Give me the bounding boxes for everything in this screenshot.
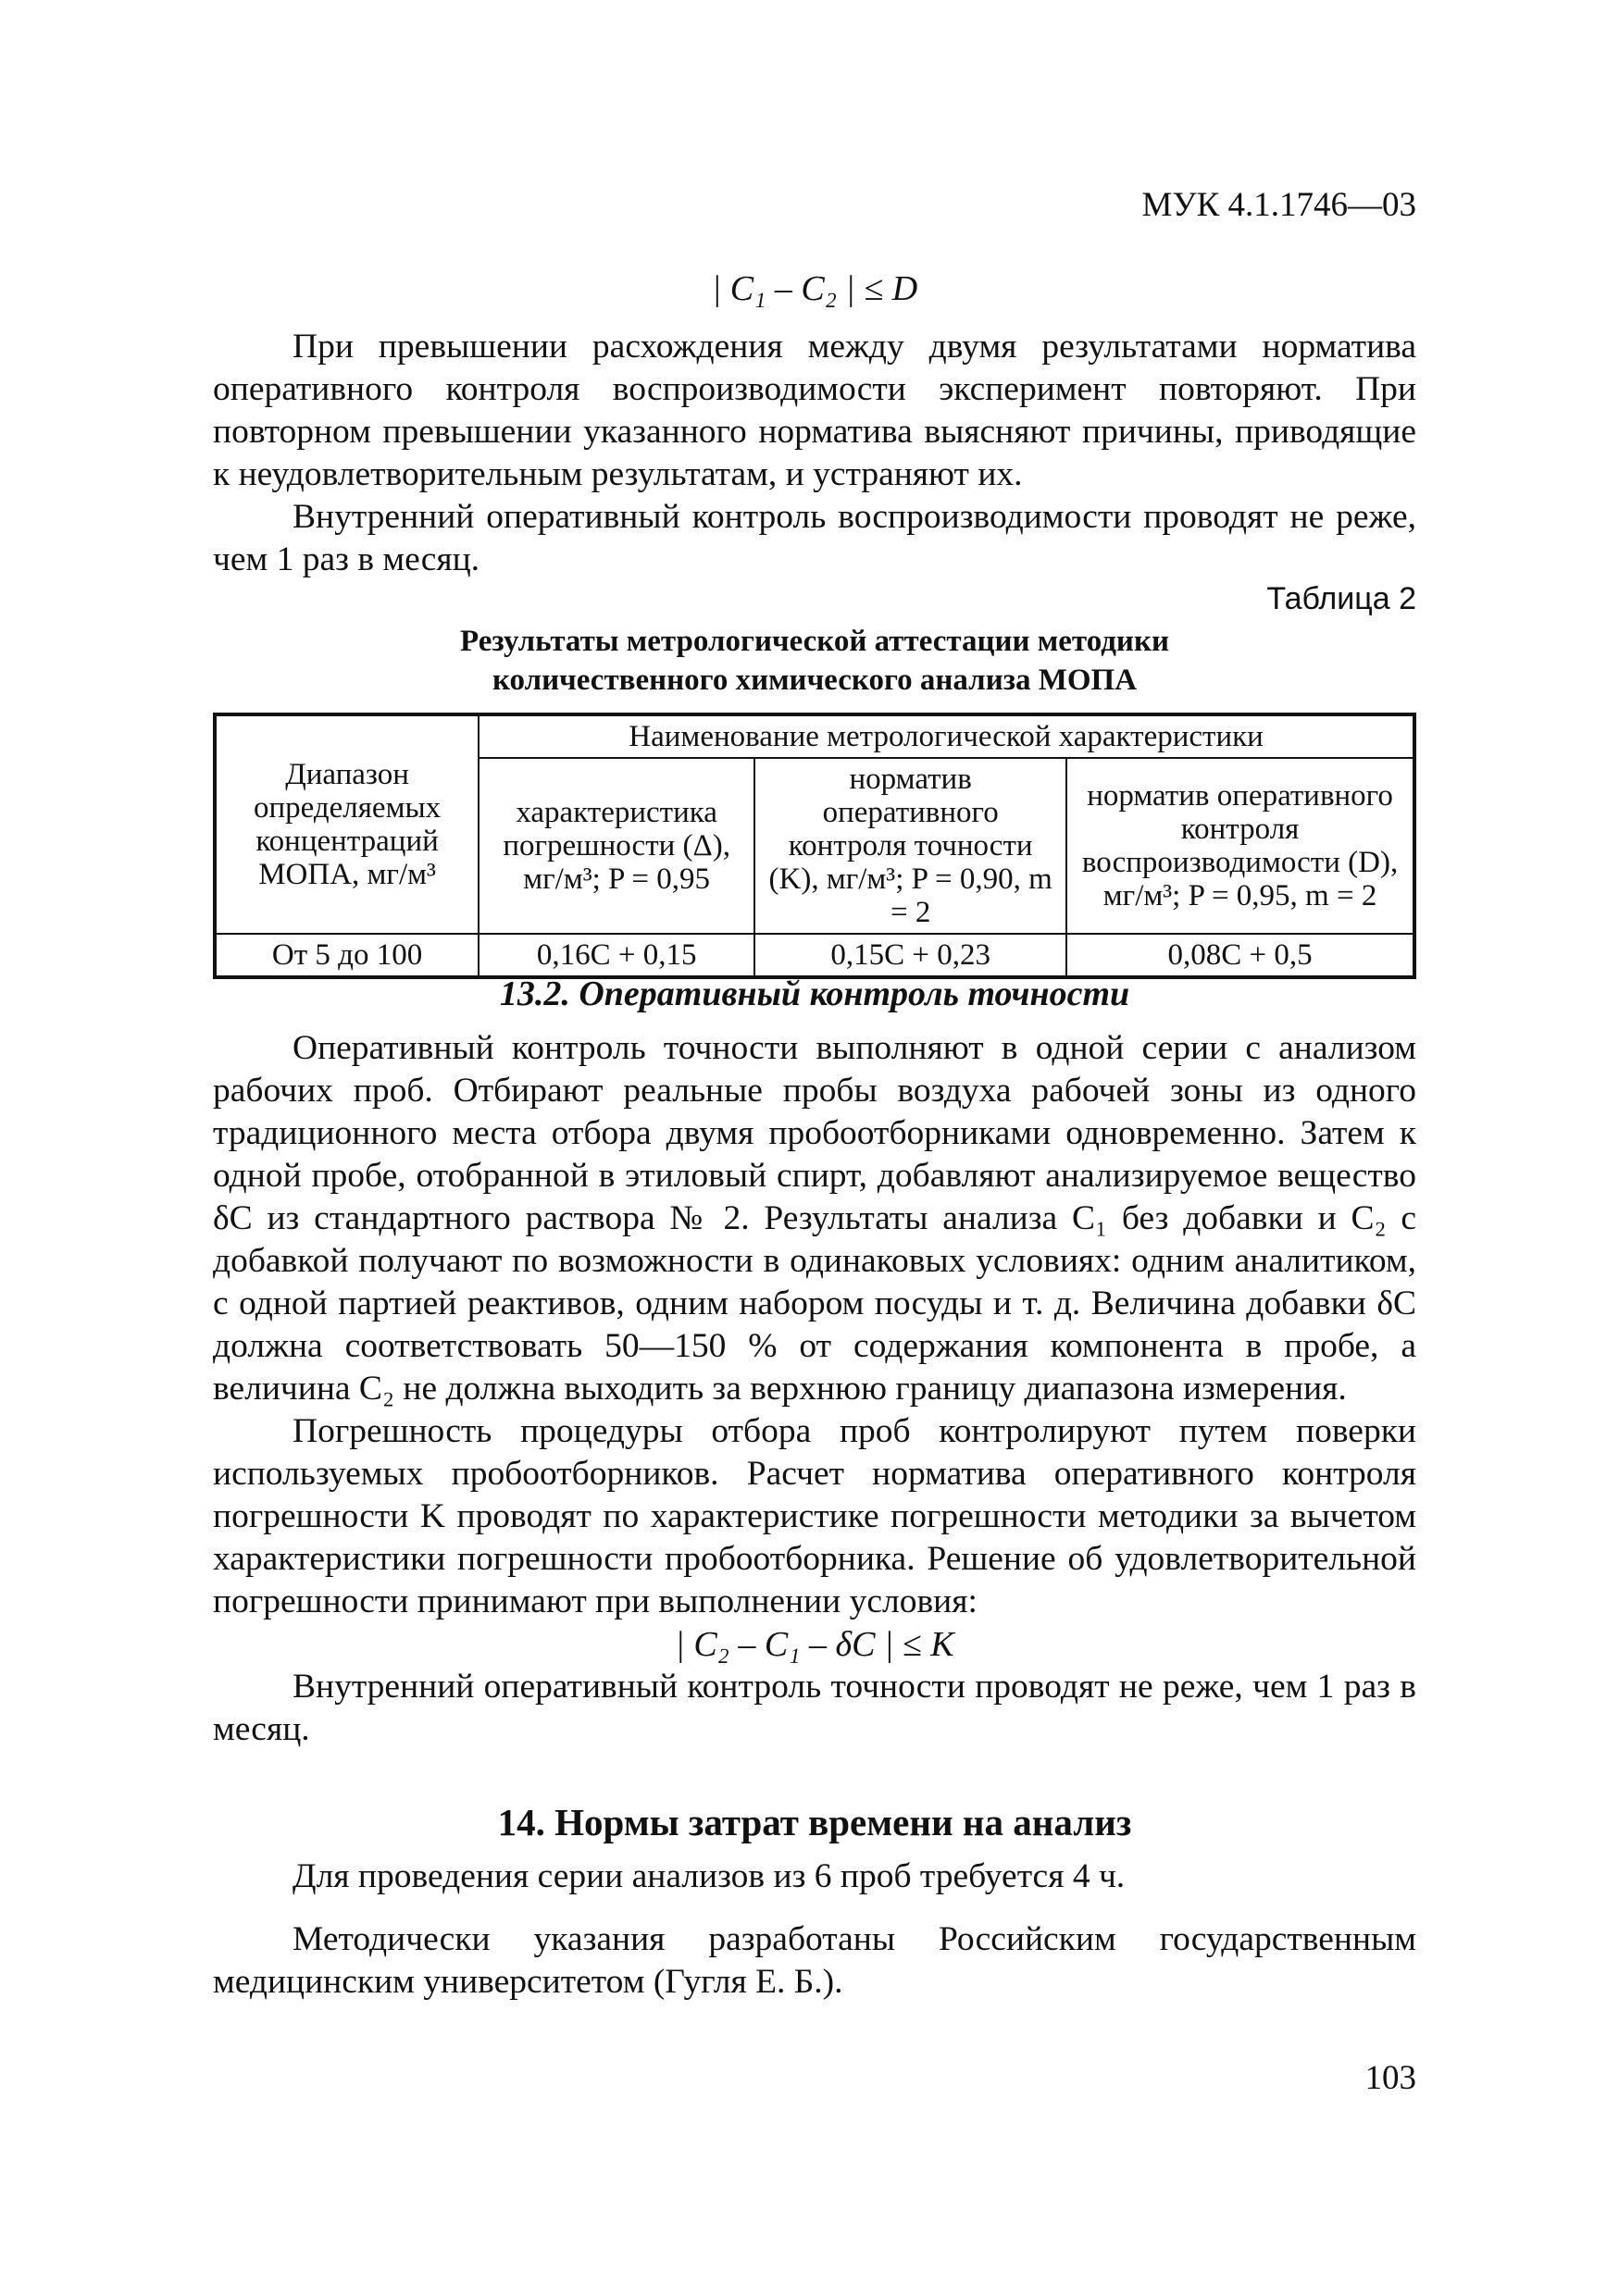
table-row [215,934,1414,977]
table-title-line-1: Результаты метрологической аттестации методики [460,625,1169,658]
section-14-body [213,1855,1416,2004]
paragraph-reproducibility-frequency: Внутренний оперативный контроль воспроизводимости проводят не реже, чем 1 раз в месяц. [213,498,1416,578]
paragraph-accuracy-frequency: Внутренний оперативный контроль точности проводят не реже, чем 1 раз в месяц. [213,1668,1416,1748]
cell-k: 0,15C + 0,23 [754,934,1066,977]
reproducibility-formula: | C₁ – C₂ | ≤ D [711,269,918,308]
header-range: Диапазон определяемых концентраций МОПА, мг/м³ [215,714,479,934]
top-text-block [213,326,1416,581]
table-title-line-2: количественного химического анализа МОПА [492,664,1138,697]
table-label: Таблица 2 [1266,581,1416,616]
section-13-2-body [213,1027,1416,1751]
header-accuracy-norm: норматив оперативного контроля точности (K), мг/м³; P = 0,90, m = 2 [754,758,1066,934]
cell-d: 0,08C + 0,5 [1066,934,1414,977]
table-title [213,622,1416,700]
section-13-2-title: 13.2. Оперативный контроль точности [499,974,1130,1013]
paragraph-exceedance: При превышении расхождения между двумя результатами норматива оперативного контроля воспроизводимости эксперимент повторяют. При повторном превышении указанного норматива выясняют причины, приводящие к неудовлетворительным результатам, и устраняют их. [213,328,1416,493]
paragraph-sampling-error: Погрешность процедуры отбора проб контролируют путем поверки используемых пробоотборников. Расчет норматива оперативного контроля погрешности K проводят по характеристике погрешности методики за вычетом характеристики погрешности пробоотборника. Решение об удовлетворительной погрешности принимают при выполнении условия: [213,1412,1416,1620]
header-error-characteristic: характеристика погрешности (Δ), мг/м³; P = 0,95 [479,758,754,934]
cell-range: От 5 до 100 [215,934,479,977]
cell-delta: 0,16C + 0,15 [479,934,754,977]
header-reproducibility-norm: норматив оперативного контроля воспроизводимости (D), мг/м³; P = 0,95, m = 2 [1066,758,1414,934]
paragraph-time-norms: Для проведения серии анализов из 6 проб требуется 4 ч. [293,1857,1126,1895]
document-page [213,0,1416,2296]
accuracy-formula: | C₂ – C₁ – δC | ≤ K [675,1625,954,1664]
metrology-table [213,713,1416,979]
paragraph-credits: Методически указания разработаны Российским государственным медицинским университетом (Гугля Е. Б.). [213,1920,1416,2001]
header-group: Наименование метрологической характеристики [479,714,1414,758]
table-header-row-1 [215,714,1414,758]
page-number: 103 [1364,2059,1416,2097]
section-14-title: 14. Нормы затрат времени на анализ [497,1801,1132,1843]
paragraph-accuracy-control: Оперативный контроль точности выполняют в одной серии с анализом рабочих проб. Отбирают реальные пробы воздуха рабочей зоны из одного традиционного места отбора двумя пробоотборниками одновременно. Затем к одной пробе, отобранной в этиловый спирт, добавляют анализируемое вещество δC из стандартного раствора № 2. Результаты анализа C₁ без добавки и C₂ с добавкой получают по возможности в одинаковых условиях: одним аналитиком, с одной партией реактивов, одним набором посуды и т. д. Величина добавки δC должна соответствовать 50—150 % от содержания компонента в пробе, а величина C₂ не должна выходить за верхнюю границу диапазона измерения. [213,1029,1416,1408]
document-code-header: МУК 4.1.1746—03 [1141,186,1416,224]
